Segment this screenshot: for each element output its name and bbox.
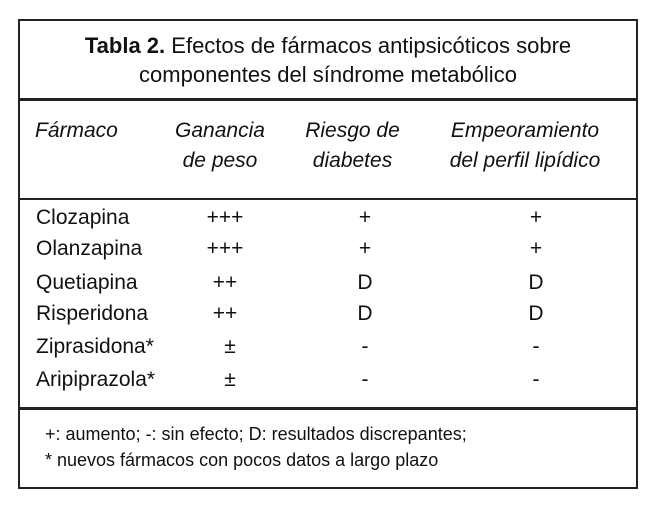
rule-top — [20, 98, 636, 101]
diabetes-risk-value: - — [361, 335, 369, 358]
weight-gain-value: ++ — [212, 302, 238, 325]
table-row — [20, 233, 636, 265]
diabetes-risk-value: + — [358, 237, 372, 260]
lipid-value: + — [529, 206, 543, 229]
diabetes-risk-value: + — [358, 206, 372, 229]
drug-name: Olanzapina — [36, 237, 143, 260]
weight-gain-value: ++ — [212, 271, 238, 294]
drug-name: Ziprasidona* — [36, 335, 154, 358]
table-label: Tabla 2. — [84, 33, 166, 58]
header-diabetes-line-1: Riesgo de — [305, 119, 400, 142]
header-lipid-line-2: del perfil lipídico — [449, 149, 601, 172]
footnote-new-drugs: * nuevos fármacos con pocos datos a largo plazo — [45, 450, 439, 470]
diabetes-risk-value: D — [357, 302, 373, 325]
table-row — [20, 364, 636, 396]
diabetes-risk-value: - — [361, 368, 369, 391]
drug-name: Risperidona — [36, 302, 149, 325]
table-row — [20, 202, 636, 234]
table-row — [20, 298, 636, 330]
table-row — [20, 331, 636, 363]
weight-gain-value: +++ — [206, 206, 244, 229]
title-line-2: componentes del síndrome metabólico — [139, 62, 517, 87]
footnote-legend: +: aumento; -: sin efecto; D: resultados discrepantes; — [45, 424, 467, 444]
table-2 — [18, 19, 638, 489]
lipid-value: - — [532, 335, 540, 358]
header-drug: Fármaco — [35, 119, 118, 142]
weight-gain-value: ± — [224, 368, 236, 391]
footnotes — [45, 421, 467, 473]
header-lipid-line-1: Empeoramiento — [450, 119, 600, 142]
header-diabetes-risk — [290, 116, 415, 176]
header-weight-gain — [155, 116, 285, 176]
drug-name: Quetiapina — [36, 271, 138, 294]
weight-gain-value: +++ — [206, 237, 244, 260]
rule-bottom — [20, 407, 636, 410]
weight-gain-value: ± — [224, 335, 236, 358]
title-line-1: Efectos de fármacos antipsicóticos sobre — [171, 33, 572, 58]
lipid-value: - — [532, 368, 540, 391]
diabetes-risk-value: D — [357, 271, 373, 294]
table-title — [20, 31, 636, 89]
table-row — [20, 267, 636, 299]
drug-name: Clozapina — [36, 206, 130, 229]
lipid-value: D — [528, 271, 544, 294]
header-weight-line-1: Ganancia — [175, 119, 265, 142]
rule-header — [20, 198, 636, 200]
header-weight-line-2: de peso — [182, 149, 258, 172]
lipid-value: + — [529, 237, 543, 260]
lipid-value: D — [528, 302, 544, 325]
header-diabetes-line-2: diabetes — [312, 149, 393, 172]
header-lipid-profile — [425, 116, 625, 176]
drug-name: Aripiprazola* — [36, 368, 156, 391]
